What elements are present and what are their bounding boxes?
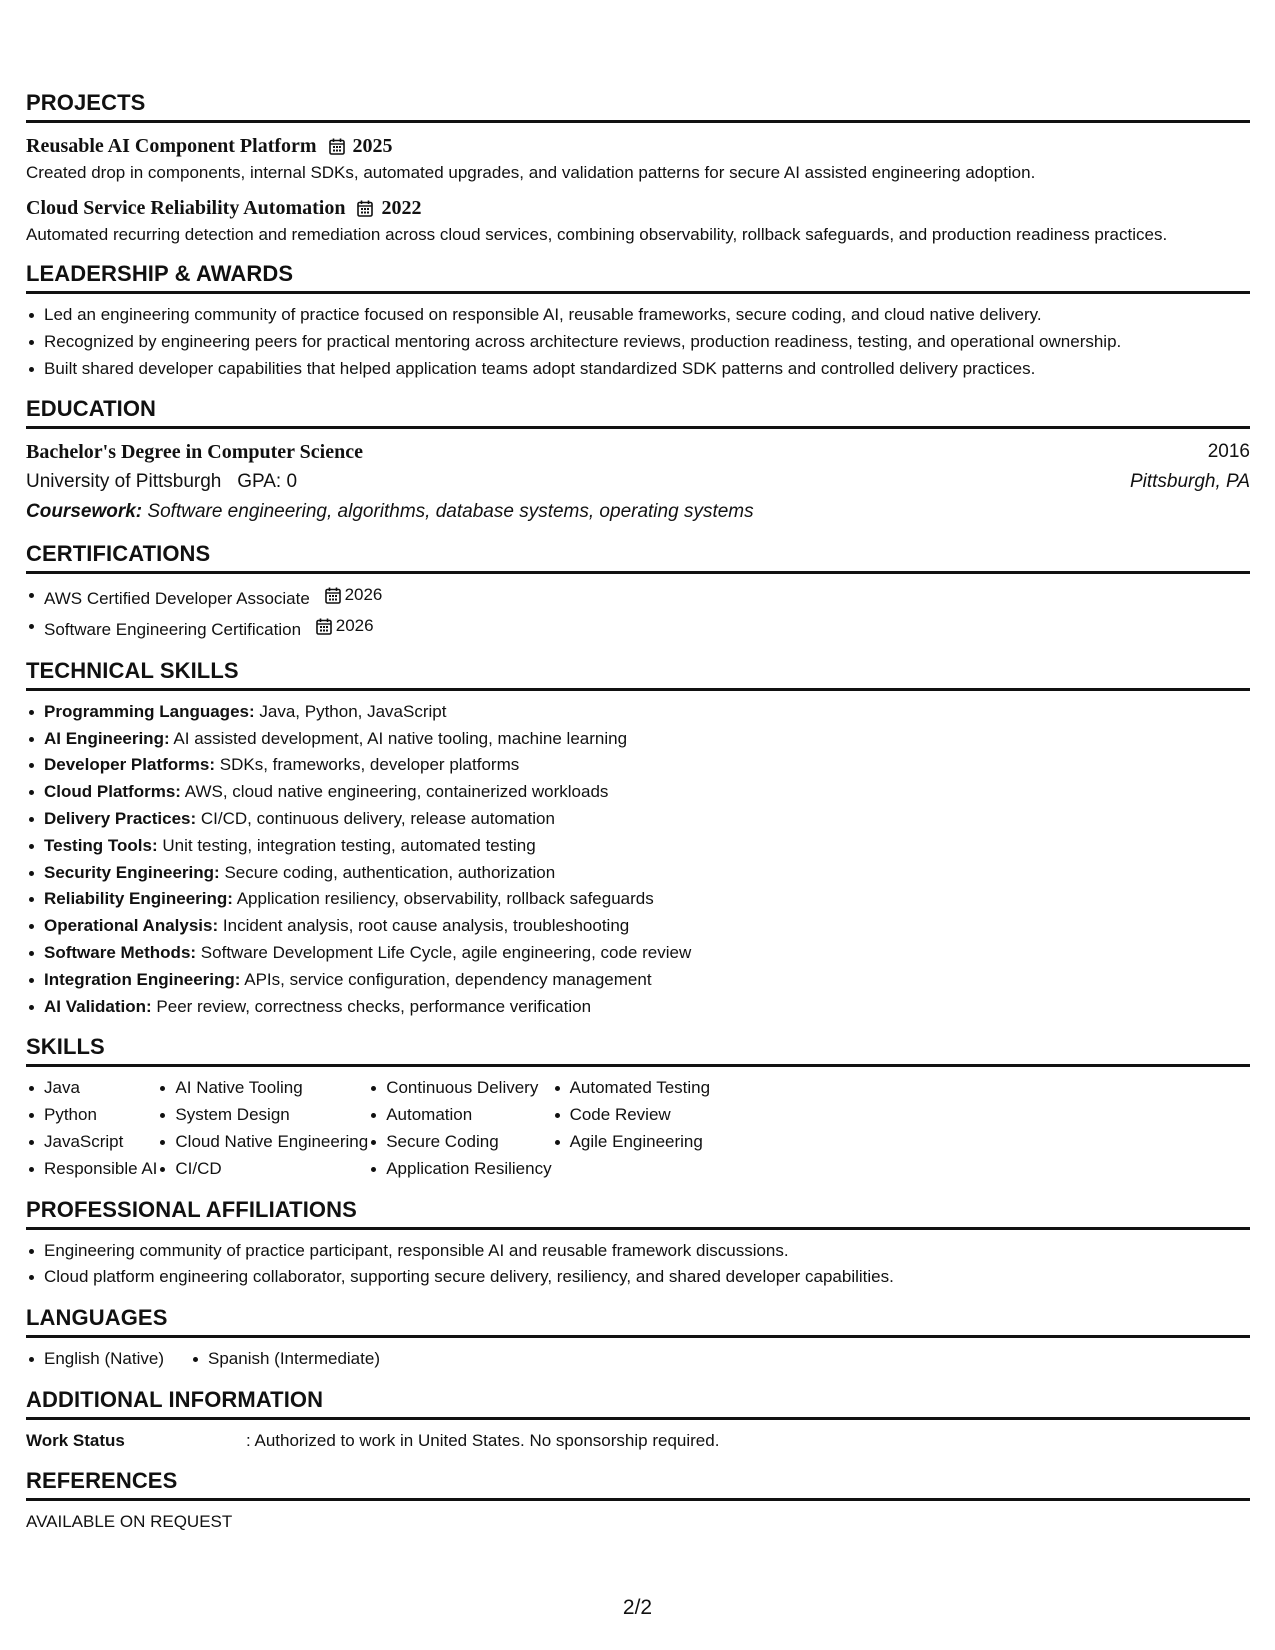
skill-category-value: Secure coding, authentication, authorization [224,862,556,882]
skill-category-value: AI assisted development, AI native tooling, machine learning [173,728,628,748]
project-description: Created drop in components, internal SDKs, automated upgrades, and validation patterns for secure AI assisted engineering adoption. [26,163,1036,182]
skill-category-value: Incident analysis, root cause analysis, troubleshooting [222,916,630,936]
technical-skills-section [26,654,1250,1021]
project-title-row [26,131,1250,161]
languages-list [26,1346,1250,1373]
coursework-text: Software engineering, algorithms, database systems, operating systems [147,501,754,523]
language-item: Spanish (Intermediate) [208,1346,380,1373]
skill-item: CI/CD [175,1156,368,1183]
skills-column [552,1075,711,1182]
list-item [44,913,1250,940]
skill-item: Agile Engineering [570,1129,711,1156]
language-item: English (Native) [44,1346,164,1373]
list-item [44,940,1250,967]
skill-category-value: Application resiliency, observability, rollback safeguards [236,889,654,909]
section-heading-education: EDUCATION [26,392,1250,429]
skill-item: AI Native Tooling [175,1075,368,1102]
skill-category-label: Delivery Practices: [44,808,197,828]
skills-column [26,1075,157,1182]
coursework-label: Coursework: [26,501,143,523]
skill-category-label: Testing Tools: [44,835,158,855]
project-title-row [26,193,1250,223]
technical-skills-list [26,699,1250,1021]
skills-section [26,1030,1250,1182]
list-item [44,833,1250,860]
list-item [44,582,1250,613]
affiliations-list [26,1238,1250,1292]
list-item: Led an engineering community of practice focused on responsible AI, reusable frameworks, secure coding, and cloud native delivery. [44,302,1250,329]
skills-column [157,1075,368,1182]
education-year: 2016 [1207,441,1250,463]
project-year: 2022 [381,197,422,219]
list-item [44,779,1250,806]
list-item [44,806,1250,833]
skill-item: Automated Testing [570,1075,711,1102]
section-heading-skills: SKILLS [26,1030,1250,1067]
certification-date [316,613,374,640]
skill-item: System Design [175,1102,368,1129]
education-location: Pittsburgh, PA [1129,471,1250,493]
work-status-value: : Authorized to work in United States. No sponsorship required. [246,1430,720,1450]
project-description: Automated recurring detection and remediation across cloud services, combining observability, rollback safeguards, and production readiness practices. [26,225,1168,244]
section-heading-languages: LANGUAGES [26,1301,1250,1338]
skill-item: JavaScript [44,1129,157,1156]
list-item [44,752,1250,779]
skill-category-value: SDKs, frameworks, developer platforms [219,755,520,775]
certifications-list [26,582,1250,643]
list-item [44,860,1250,887]
list-item: Recognized by engineering peers for practical mentoring across architecture reviews, production readiness, testing, and operational ownership. [44,329,1250,356]
section-heading-projects: PROJECTS [26,86,1250,123]
skills-grid [26,1075,1250,1182]
skill-item: Python [44,1102,157,1129]
affiliations-section [26,1193,1250,1292]
skill-item: Secure Coding [386,1129,551,1156]
calendar-icon [325,587,341,604]
skill-category-value: AWS, cloud native engineering, containerized workloads [184,782,609,802]
education-school-row [26,467,1250,497]
references-section [26,1464,1250,1535]
page-number: 2/2 [622,1596,653,1619]
education-coursework-row [26,497,1250,527]
list-item [44,994,1250,1021]
skill-category-label: Cloud Platforms: [44,782,181,802]
project-item [26,131,1250,185]
projects-section [26,86,1250,247]
skill-item: Responsible AI [44,1156,157,1183]
project-title: Cloud Service Reliability Automation [26,197,346,219]
skill-category-value: Unit testing, integration testing, automated testing [162,835,536,855]
skill-category-value: APIs, service configuration, dependency management [244,969,652,989]
skill-category-value: CI/CD, continuous delivery, release automation [200,808,555,828]
project-date [357,193,421,223]
skill-category-label: Developer Platforms: [44,755,215,775]
education-degree-row [26,437,1250,467]
list-item [44,886,1250,913]
skill-category-label: AI Validation: [44,996,152,1016]
list-item: Cloud platform engineering collaborator, supporting secure delivery, resiliency, and shared developer capabilities. [44,1264,1250,1291]
list-item [44,967,1250,994]
education-school: University of Pittsburgh [26,471,222,493]
skill-item: Continuous Delivery [386,1075,551,1102]
additional-info-section [26,1383,1250,1454]
skill-item: Application Resiliency [386,1156,551,1183]
skill-category-label: Operational Analysis: [44,916,219,936]
list-item [44,613,1250,644]
certification-year: 2026 [335,616,374,636]
languages-section [26,1301,1250,1373]
references-text: AVAILABLE ON REQUEST [26,1511,233,1531]
section-heading-additional-info: ADDITIONAL INFORMATION [26,1383,1250,1420]
section-heading-technical-skills: TECHNICAL SKILLS [26,654,1250,691]
skill-category-value: Java, Python, JavaScript [259,701,447,721]
skill-category-label: Software Methods: [44,942,197,962]
skill-category-label: Security Engineering: [44,862,220,882]
skill-item: Java [44,1075,157,1102]
work-status-label: Work Status [26,1430,125,1450]
section-heading-certifications: CERTIFICATIONS [26,537,1250,574]
calendar-icon [316,618,332,635]
certification-year: 2026 [344,585,383,605]
education-degree: Bachelor's Degree in Computer Science [26,441,363,464]
calendar-icon [329,138,345,155]
list-item: Engineering community of practice participant, responsible AI and reusable framework discussions. [44,1238,1250,1265]
project-date [329,131,393,161]
skill-item: Automation [386,1102,551,1129]
skill-item: Cloud Native Engineering [175,1129,368,1156]
list-item: Built shared developer capabilities that helped application teams adopt standardized SDK patterns and controlled delivery practices. [44,356,1250,383]
skill-category-label: AI Engineering: [44,728,170,748]
skill-category-label: Reliability Engineering: [44,889,233,909]
project-year: 2025 [352,135,393,157]
work-status-row [26,1428,1250,1454]
section-heading-leadership: LEADERSHIP & AWARDS [26,257,1250,294]
certification-name: AWS Certified Developer Associate [44,589,310,609]
skill-category-label: Programming Languages: [44,701,255,721]
leadership-section [26,257,1250,382]
skill-category-value: Software Development Life Cycle, agile engineering, code review [200,942,692,962]
skill-item: Code Review [570,1102,711,1129]
education-section [26,392,1250,527]
education-gpa: GPA: 0 [237,471,298,493]
skills-column [368,1075,551,1182]
project-title: Reusable AI Component Platform [26,135,317,157]
leadership-list [26,302,1250,382]
skill-category-value: Peer review, correctness checks, performance verification [156,996,592,1016]
project-item [26,193,1250,247]
skill-category-label: Integration Engineering: [44,969,241,989]
certification-name: Software Engineering Certification [44,619,302,639]
section-heading-affiliations: PROFESSIONAL AFFILIATIONS [26,1193,1250,1230]
section-heading-references: REFERENCES [26,1464,1250,1501]
certification-date [325,582,383,609]
calendar-icon [357,200,373,217]
resume-page [26,86,1250,1545]
certifications-section [26,537,1250,643]
list-item [44,726,1250,753]
list-item [44,699,1250,726]
